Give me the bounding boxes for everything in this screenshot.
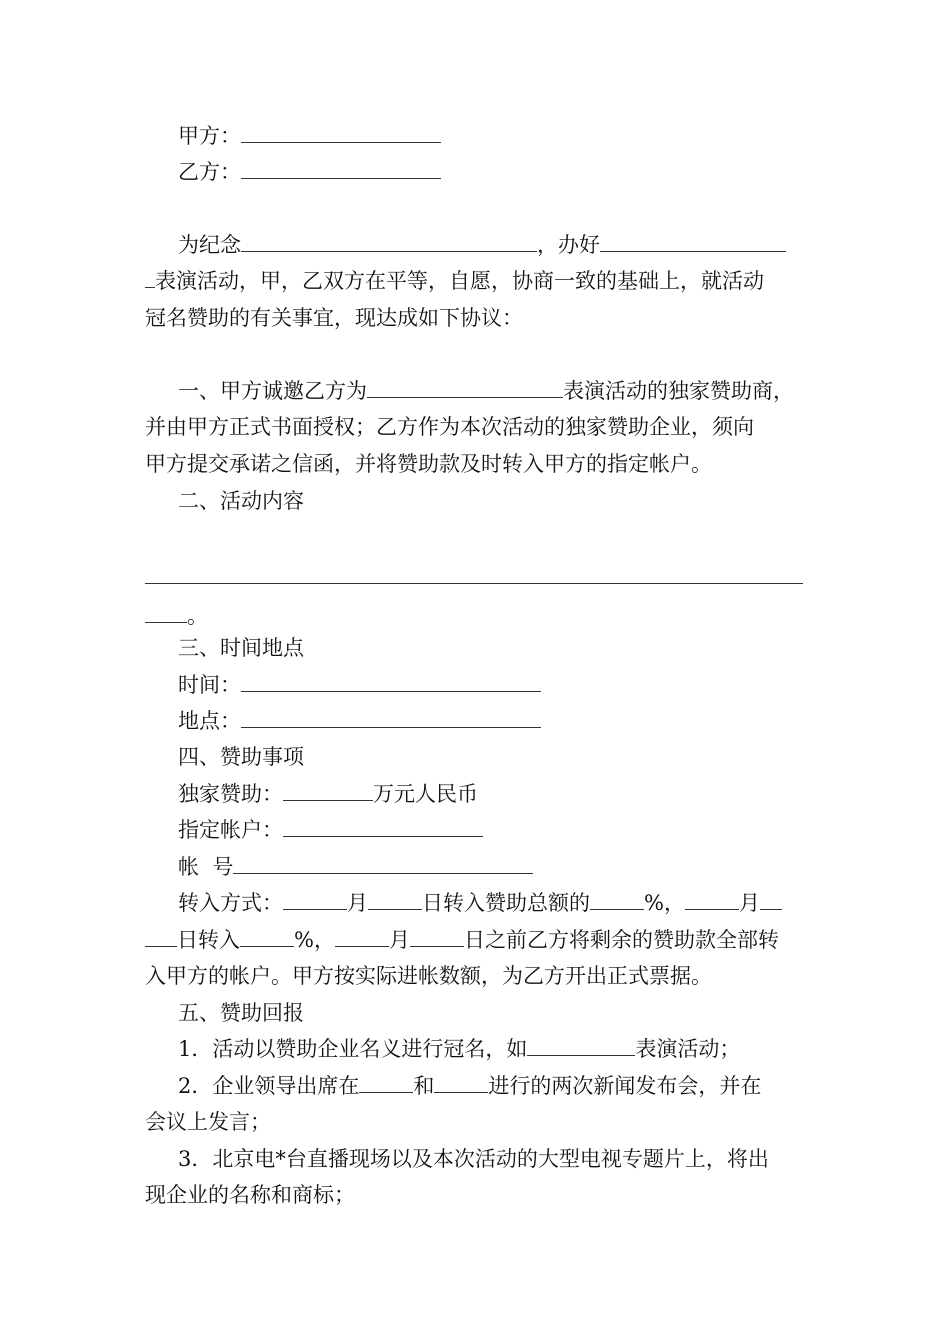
section-5-title: 五、赞助回报 — [178, 1001, 304, 1025]
return-item-3 — [178, 1145, 769, 1173]
time-line — [178, 671, 541, 699]
return-text: 会议上发言； — [145, 1110, 271, 1134]
section-1-line-1 — [178, 377, 794, 405]
month-1-field[interactable] — [283, 890, 347, 910]
day-2-field[interactable] — [760, 890, 782, 910]
transfer-text: 日转入赞助总额的 — [422, 891, 590, 915]
press-date-1-field[interactable] — [359, 1073, 413, 1093]
return-item-3-cont — [145, 1181, 355, 1209]
account-number-label: 帐 号 — [178, 855, 234, 879]
amount-field[interactable] — [283, 781, 373, 801]
day-3-field[interactable] — [410, 927, 464, 947]
percent-text: %， — [294, 928, 335, 952]
designated-account-line — [178, 816, 483, 844]
return-text: 表演活动； — [635, 1037, 741, 1061]
return-item-2 — [178, 1072, 761, 1100]
percent-text: %， — [644, 891, 685, 915]
section-3-title: 三、时间地点 — [178, 636, 304, 660]
section-1-line-2 — [145, 413, 754, 441]
section-1-text: 并由甲方正式书面授权；乙方作为本次活动的独家赞助企业，须向 — [145, 415, 754, 439]
event-name-field-cont[interactable] — [145, 268, 155, 288]
return-text: 1．活动以赞助企业名义进行冠名，如 — [178, 1037, 528, 1061]
party-b-label: 乙方： — [178, 160, 241, 184]
return-text: 和 — [413, 1074, 435, 1098]
section-1-text: 甲方提交承诺之信函，并将赞助款及时转入甲方的指定帐户。 — [145, 452, 712, 476]
intro-line-3 — [145, 304, 523, 332]
transfer-line-2 — [145, 926, 779, 954]
intro-text: 冠名赞助的有关事宜，现达成如下协议： — [145, 306, 523, 330]
press-date-2-field[interactable] — [434, 1073, 488, 1093]
month-text: 月 — [388, 928, 410, 952]
intro-text: 为纪念 — [178, 233, 241, 257]
section-1-line-3 — [145, 450, 712, 478]
place-line — [178, 707, 541, 735]
amount-unit: 万元人民币 — [373, 782, 478, 806]
return-item-2-cont — [145, 1108, 271, 1136]
return-text: 2．企业领导出席在 — [178, 1074, 360, 1098]
percent-2-field[interactable] — [240, 927, 294, 947]
month-text: 月 — [347, 891, 368, 915]
transfer-text: 入甲方的帐户。甲方按实际进帐数额，为乙方开出正式票据。 — [145, 964, 712, 988]
transfer-text: 日之前乙方将剩余的赞助款全部转 — [463, 928, 779, 952]
sponsored-event-field[interactable] — [367, 378, 563, 398]
day-1-field[interactable] — [368, 890, 422, 910]
intro-text: ，办好 — [537, 233, 600, 257]
party-b-line — [178, 158, 441, 186]
transfer-line-3 — [145, 962, 712, 990]
transfer-line-1 — [178, 889, 782, 917]
section-4-title: 四、赞助事项 — [178, 745, 304, 769]
commemorate-field[interactable] — [241, 232, 537, 252]
intro-line-2 — [145, 267, 764, 295]
return-item-1 — [178, 1035, 740, 1063]
activity-content-field-cont[interactable] — [145, 603, 187, 623]
exclusive-sponsor-line — [178, 780, 478, 808]
intro-text: 表演活动，甲，乙双方在平等，自愿，协商一致的基础上，就活动 — [155, 269, 764, 293]
activity-content-field[interactable] — [145, 583, 803, 584]
return-text: 现企业的名称和商标； — [145, 1183, 355, 1207]
time-label: 时间： — [178, 673, 241, 697]
section-1-text: 表演活动的独家赞助商， — [563, 379, 794, 403]
party-b-field[interactable] — [241, 159, 441, 179]
time-field[interactable] — [241, 672, 541, 692]
return-text: 3．北京电*台直播现场以及本次活动的大型电视专题片上，将出 — [178, 1147, 769, 1171]
transfer-text: 日转入 — [177, 928, 240, 952]
party-a-line — [178, 122, 441, 150]
section-1-text: 一、甲方诚邀乙方为 — [178, 379, 367, 403]
place-label: 地点： — [178, 709, 241, 733]
account-number-line — [178, 853, 533, 881]
exclusive-label: 独家赞助： — [178, 782, 283, 806]
month-2-field[interactable] — [685, 890, 739, 910]
party-a-label: 甲方： — [178, 124, 241, 148]
intro-line-1 — [178, 231, 786, 259]
percent-1-field[interactable] — [590, 890, 644, 910]
activity-content-end — [145, 602, 208, 630]
title-name-field[interactable] — [527, 1036, 635, 1056]
transfer-label: 转入方式： — [178, 891, 283, 915]
month-text: 月 — [738, 891, 760, 915]
party-a-field[interactable] — [241, 123, 441, 143]
period: 。 — [187, 604, 208, 628]
day-2-field-cont[interactable] — [145, 927, 177, 947]
place-field[interactable] — [241, 708, 541, 728]
return-text: 进行的两次新闻发布会，并在 — [488, 1074, 762, 1098]
month-3-field[interactable] — [335, 927, 389, 947]
designated-account-label: 指定帐户： — [178, 818, 283, 842]
section-2-title: 二、活动内容 — [178, 489, 304, 513]
event-name-field[interactable] — [600, 232, 786, 252]
account-number-field[interactable] — [233, 854, 533, 874]
designated-account-field[interactable] — [283, 817, 483, 837]
